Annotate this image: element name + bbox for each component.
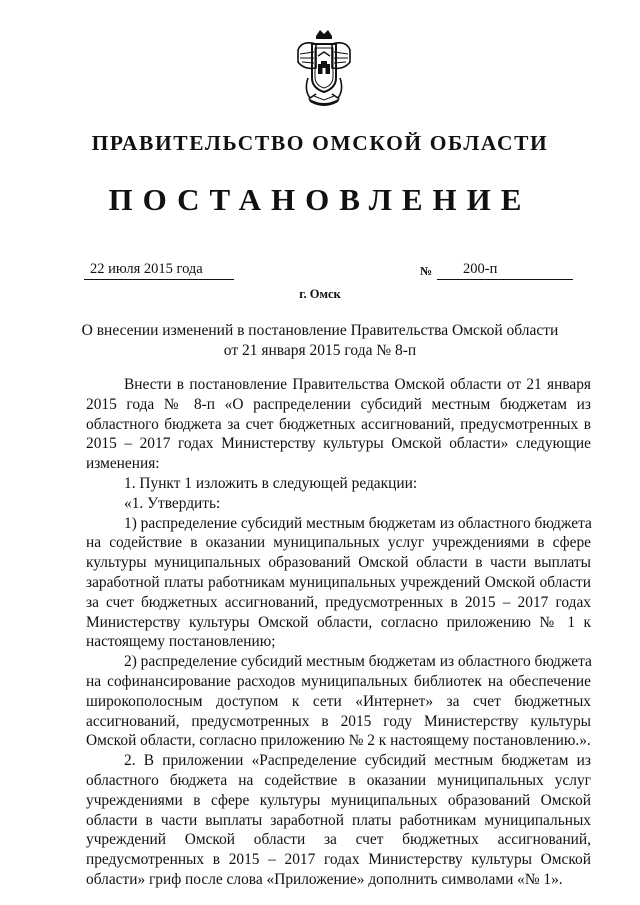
- document-type-heading: ПОСТАНОВЛЕНИЕ: [108, 182, 532, 217]
- document-number: 200-п: [463, 261, 498, 277]
- city-name: г. Омск: [299, 287, 341, 301]
- number-label: №: [420, 264, 433, 278]
- body-line: учреждениями в сфере культуры муниципальных образований Омской: [86, 791, 591, 809]
- document-number-field: [437, 260, 573, 280]
- body-line: областного бюджета за счет бюджетных ассигнований, предусмотренных в: [86, 415, 591, 433]
- body-line: изменения:: [86, 455, 160, 473]
- body-line: заработной платы работникам муниципальных учреждений Омской области: [86, 573, 591, 591]
- body-line: «1. Утвердить:: [124, 494, 221, 512]
- government-title: ПРАВИТЕЛЬСТВО ОМСКОЙ ОБЛАСТИ: [91, 131, 549, 155]
- body-line: 2015 – 2017 годах Министерству культуры Омской области» следующие: [86, 435, 591, 453]
- body-line: областного бюджета на содействие в оказании муниципальных услуг: [86, 771, 591, 789]
- body-line: 2) распределение субсидий местным бюджетам из областного бюджета: [124, 653, 592, 671]
- body-line: 1) распределение субсидий местным бюджетам из областного бюджета: [124, 514, 592, 532]
- body-line: Омской области, согласно приложению № 2 к настоящему постановлению.».: [86, 732, 591, 750]
- body-line: 2015 года № 8-п «О распределении субсидий местным бюджетам из: [86, 395, 591, 413]
- coat-of-arms-emblem: [294, 28, 354, 110]
- document-body: [86, 375, 591, 890]
- body-line: Внести в постановление Правительства Омской области от 21 января: [124, 376, 591, 393]
- body-line: настоящему постановлению;: [86, 633, 276, 651]
- document-date: 22 июля 2015 года: [90, 261, 203, 277]
- body-line: области в части выплаты заработной платы работникам муниципальных: [86, 811, 591, 829]
- body-line: за счет бюджетных ассигнований, предусмотренных в 2015 – 2017 годах: [86, 593, 591, 611]
- body-line: культуры муниципальных образований Омской области в части выплаты: [86, 554, 591, 572]
- body-line: Министерству культуры Омской области, согласно приложению № 1 к: [86, 613, 591, 631]
- document-subject: [80, 321, 560, 361]
- body-line: области» гриф после слова «Приложение» дополнить символами «№ 1».: [86, 870, 563, 888]
- body-line: предусмотренных в 2015 – 2017 годах Министерству культуры Омской: [86, 851, 591, 869]
- body-line: учреждений Омской области за счет бюджетных ассигнований,: [86, 831, 591, 849]
- document-date-field: [84, 260, 234, 280]
- body-line: 2. В приложении «Распределение субсидий местным бюджетам из: [124, 752, 591, 770]
- body-line: ассигнований, предусмотренных в 2015 году Министерству культуры: [86, 712, 591, 730]
- subject-line-2: от 21 января 2015 года № 8-п: [223, 342, 417, 359]
- body-line: на содействие в оказании муниципальных услуг учреждениями в сфере: [86, 534, 591, 552]
- body-line: 1. Пункт 1 изложить в следующей редакции:: [124, 474, 418, 492]
- subject-line-1: О внесении изменений в постановление Правительства Омской области: [81, 322, 559, 339]
- body-line: широкополосным доступом к сети «Интернет» за счет бюджетных: [86, 692, 591, 710]
- body-line: на софинансирование расходов муниципальных библиотек на обеспечение: [86, 672, 591, 690]
